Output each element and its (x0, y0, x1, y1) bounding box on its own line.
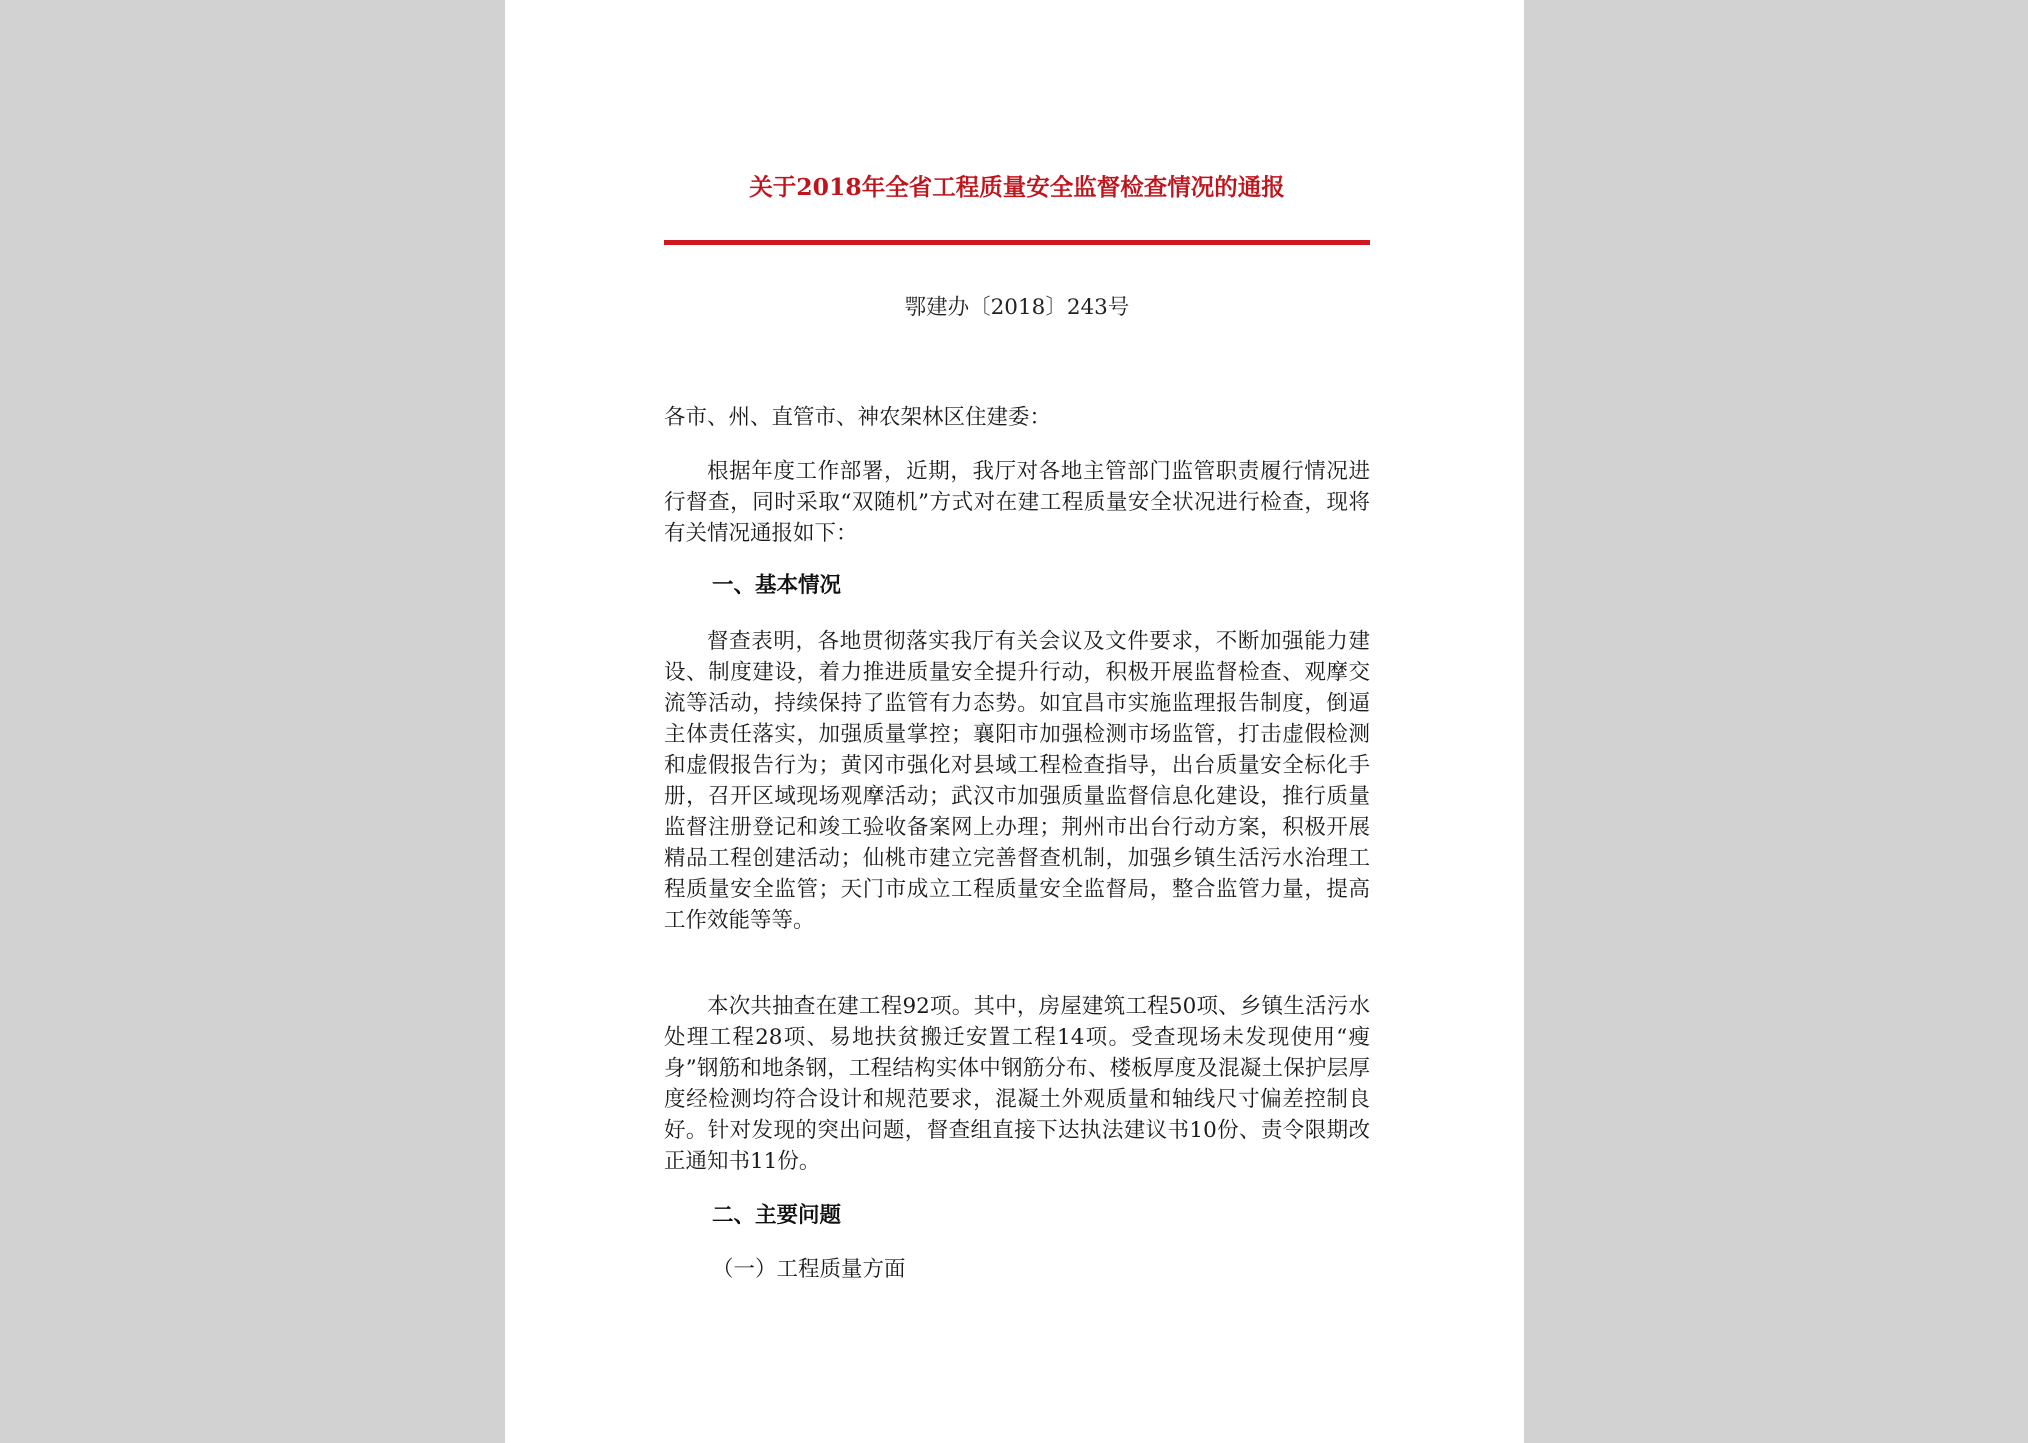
section1-paragraph-2: 本次共抽查在建工程92项。其中，房屋建筑工程50项、乡镇生活污水处理工程28项、易地扶贫搬迁安置工程14项。受查现场未发现使用“瘦身”钢筋和地条钢，工程结构实体中钢筋分布、楼板厚度及混凝土保护层厚度经检测均符合设计和规范要求，混凝土外观质量和轴线尺寸偏差控制良好。针对发现的突出问题，督查组直接下达执法建议书10份、责令限期改正通知书11份。 (664, 994, 1370, 1174)
section-heading-problems: 二、主要问题 (712, 1203, 842, 1228)
section1-paragraph-1: 督查表明，各地贯彻落实我厅有关会议及文件要求，不断加强能力建设、制度建设，着力推进质量安全提升行动，积极开展监督检查、观摩交流等活动，持续保持了监管有力态势。如宜昌市实施监理报告制度，倒逼主体责任落实，加强质量掌控；襄阳市加强检测市场监管，打击虚假检测和虚假报告行为；黄冈市强化对县域工程检查指导，出台质量安全标化手册，召开区域现场观摩活动；武汉市加强质量监督信息化建设，推行质量监督注册登记和竣工验收备案网上办理；荆州市出台行动方案，积极开展精品工程创建活动；仙桃市建立完善督查机制，加强乡镇生活污水治理工程质量安全监管；天门市成立工程质量安全监督局，整合监管力量，提高工作效能等等。 (664, 629, 1370, 933)
document-number: 鄂建办〔2018〕243号 (904, 295, 1130, 320)
subsection-heading-quality: （一）工程质量方面 (712, 1257, 906, 1282)
section-heading-basic: 一、基本情况 (712, 573, 842, 598)
red-header-rule (664, 240, 1370, 245)
document-page (505, 0, 1524, 1443)
addressee: 各市、州、直管市、神农架林区住建委： (664, 405, 1052, 430)
intro-paragraph: 根据年度工作部署，近期，我厅对各地主管部门监管职责履行情况进行督查，同时采取“双随机”方式对在建工程质量安全状况进行检查，现将有关情况通报如下： (664, 459, 1370, 546)
document-title: 关于2018年全省工程质量安全监督检查情况的通报 (749, 173, 1285, 201)
